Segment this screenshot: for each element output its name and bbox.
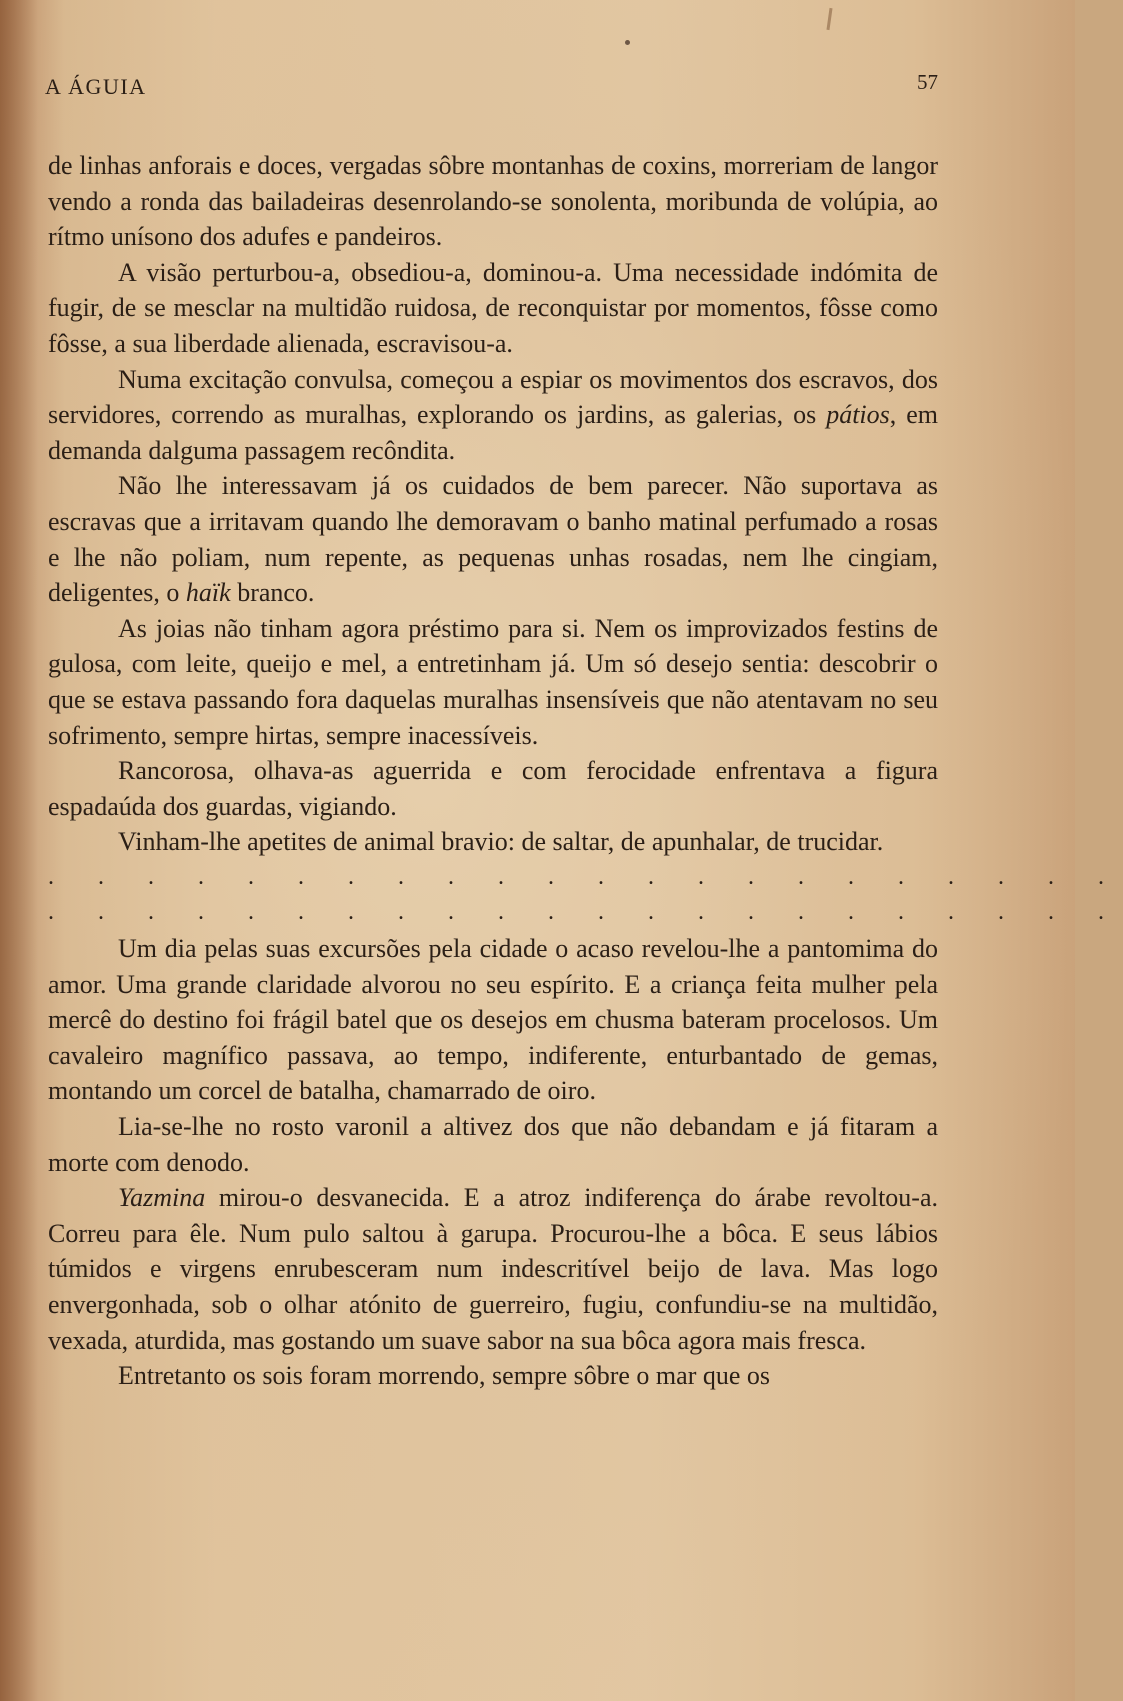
ellipsis-row: . . . . . . . . . . . . . . . . . . . . . . bbox=[48, 863, 1123, 890]
running-title: A ÁGUIA bbox=[45, 74, 147, 99]
text-run: Numa excitação convulsa, começou a espiar os movimentos dos escravos, dos servidores, correndo as muralhas, explorando os jardins, as galerias, os bbox=[48, 364, 938, 430]
paragraph: Rancorosa, olhava-as aguerrida e com ferocidade enfrentava a figura espadaúda dos guardas, vigiando. bbox=[48, 756, 938, 821]
text-run: Não lhe interessavam já os cuidados de bem parecer. Não suportava as escravas que a irritavam quando lhe demoravam o banho matinal perfumado a rosas e lhe não poliam, num repente, as pequenas unhas rosadas, nem lhe cingiam, deligentes, o bbox=[48, 471, 938, 608]
paragraph: Entretanto os sois foram morrendo, sempre sôbre o mar que os bbox=[118, 1361, 771, 1391]
text-run: mirou-o desvanecida. E a atroz indiferença do árabe revoltou-a. Correu para êle. Num pulo saltou à garupa. Procurou-lhe a bôca. E seus lábios túmidos e virgens enrubesceram num indescritível beijo de lava. Mas logo envergonhada, sob o olhar atónito de guerreiro, fugiu, confundiu-se na multidão, vexada, aturdida, mas gostando um suave sabor na sua bôca agora mais fresca. bbox=[48, 1183, 938, 1355]
paragraph bbox=[48, 1180, 938, 1358]
paragraph: As joias não tinham agora préstimo para si. Nem os improvizados festins de gulosa, com leite, queijo e mel, a entretinham já. Um só desejo sentia: descobrir o que se estava passando fora daquelas muralhas insensíveis que não atentavam no seu sofrimento, sempre hirtas, sempre inacessíveis. bbox=[48, 613, 938, 750]
paragraph bbox=[48, 362, 938, 469]
text-run: , em demanda dalguma passagem recôndita. bbox=[48, 400, 938, 465]
paragraph bbox=[48, 468, 938, 610]
ink-mark bbox=[826, 8, 832, 30]
paragraph: de linhas anforais e doces, vergadas sôbre montanhas de coxins, morreriam de langor vendo a ronda das bailadeiras desenrolando-se sonolenta, moribunda de volúpia, ao rítmo unísono dos adufes e pandeiros. bbox=[48, 151, 938, 252]
italic-word: pátios bbox=[826, 400, 890, 430]
page-number: 57 bbox=[917, 70, 938, 94]
ellipsis-row: . . . . . . . . . . . . . . . . . . . . . . bbox=[48, 899, 1123, 926]
italic-name: Yazmina bbox=[118, 1183, 206, 1213]
paragraph: A visão perturbou-a, obsediou-a, dominou-a. Uma necessidade indómita de fugir, de se mesclar na multidão ruidosa, de reconquistar por momentos, fôsse como fôsse, a sua liberdade alienada, escravisou-a. bbox=[48, 257, 938, 358]
ink-dot bbox=[625, 40, 630, 45]
paragraph: Um dia pelas suas excursões pela cidade o acaso revelou-lhe a pantomima do amor. Uma grande claridade alvorou no seu espírito. E a criança feita mulher pela mercê do destino foi frágil batel que os desejos em chusma bateram procelosos. Um cavaleiro magnífico passava, ao tempo, indiferente, enturbantado de gemas, montando um corcel de batalha, chamarrado de oiro. bbox=[48, 934, 938, 1106]
page-body bbox=[48, 148, 1123, 1394]
paragraph: Lia-se-lhe no rosto varonil a altivez dos que não debandam e já fitaram a morte com denodo. bbox=[48, 1112, 938, 1177]
page-header bbox=[45, 70, 938, 100]
paragraph: Vinham-lhe apetites de animal bravio: de saltar, de apunhalar, de trucidar. bbox=[118, 827, 884, 857]
italic-word: haïk bbox=[185, 578, 231, 608]
text-run: branco. bbox=[230, 578, 315, 608]
